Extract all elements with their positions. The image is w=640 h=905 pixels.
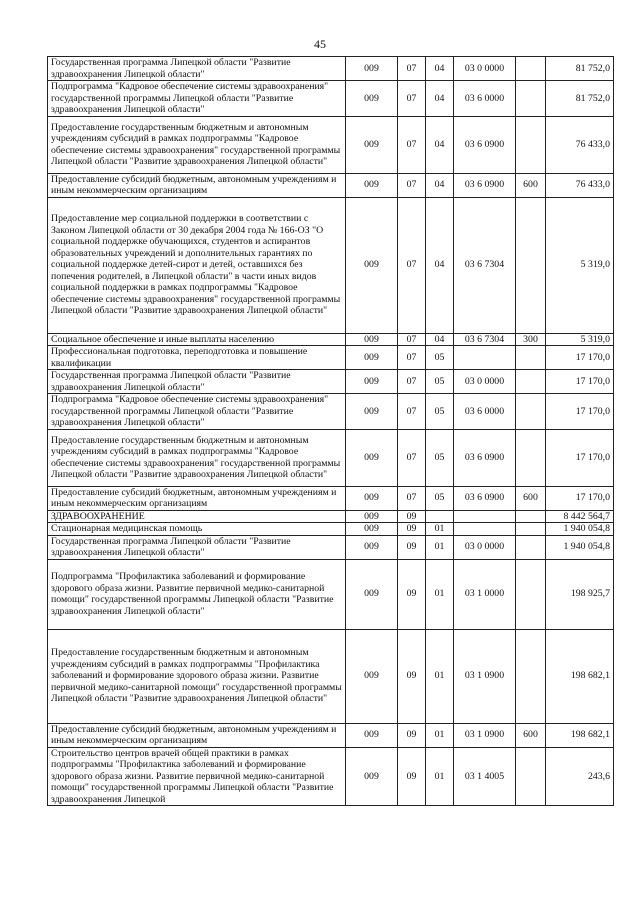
row-subsection-cell: 04 [426,116,454,173]
row-target-cell: 03 1 4005 [454,747,516,806]
table-row [48,429,614,486]
row-kind-cell [516,370,546,394]
budget-table-body [48,57,614,806]
row-section-cell: 09 [398,723,426,747]
row-subsection-cell: 05 [426,429,454,486]
row-kind-cell [516,559,546,629]
row-amount-cell: 198 925,7 [546,559,614,629]
row-section-cell: 07 [398,370,426,394]
row-subsection-cell: 01 [426,535,454,559]
row-target-cell: 03 0 0000 [454,57,516,81]
row-amount-cell: 17 170,0 [546,394,614,430]
row-name-cell: Подпрограмма "Кадровое обеспечение системы здравоохранения" государственной программы Липецкой области "Развитие здравоохранения Липецкой области" [48,394,346,430]
row-target-cell: 03 6 7304 [454,333,516,346]
row-name-cell: Государственная программа Липецкой области "Развитие здравоохранения Липецкой области" [48,57,346,81]
row-subsection-cell: 04 [426,81,454,117]
row-section-cell: 07 [398,81,426,117]
row-code-cell: 009 [346,559,398,629]
row-amount-cell: 8 442 564,7 [546,510,614,523]
row-name-cell: Подпрограмма "Профилактика заболеваний и формирование здорового образа жизни. Развитие первичной медико-санитарной помощи" государственной программы Липецкой области "Развитие здравоохранения Липецкой области" [48,559,346,629]
row-subsection-cell: 05 [426,370,454,394]
row-subsection-cell: 01 [426,747,454,806]
row-amount-cell: 76 433,0 [546,173,614,197]
row-subsection-cell: 01 [426,559,454,629]
table-row [48,346,614,370]
row-amount-cell: 1 940 054,8 [546,523,614,536]
row-section-cell: 07 [398,346,426,370]
row-subsection-cell: 04 [426,173,454,197]
row-subsection-cell: 04 [426,197,454,333]
table-row [48,370,614,394]
row-section-cell: 07 [398,57,426,81]
table-row [48,747,614,806]
row-target-cell: 03 1 0000 [454,559,516,629]
row-name-cell: Предоставление субсидий бюджетным, автономным учреждениям и иным некоммерческим организациям [48,486,346,510]
row-section-cell: 07 [398,173,426,197]
row-amount-cell: 81 752,0 [546,57,614,81]
row-amount-cell: 243,6 [546,747,614,806]
row-kind-cell [516,523,546,536]
row-subsection-cell: 01 [426,629,454,723]
row-target-cell: 03 6 0900 [454,429,516,486]
table-row [48,523,614,536]
row-amount-cell: 81 752,0 [546,81,614,117]
row-target-cell: 03 0 0000 [454,370,516,394]
row-subsection-cell: 01 [426,723,454,747]
row-kind-cell [516,81,546,117]
table-row [48,559,614,629]
row-code-cell: 009 [346,370,398,394]
row-kind-cell [516,429,546,486]
row-code-cell: 009 [346,173,398,197]
row-kind-cell [516,346,546,370]
row-kind-cell: 600 [516,173,546,197]
row-code-cell: 009 [346,510,398,523]
row-target-cell [454,510,516,523]
row-target-cell: 03 6 0000 [454,394,516,430]
row-section-cell: 09 [398,535,426,559]
row-amount-cell: 76 433,0 [546,116,614,173]
page-number: 45 [314,37,326,51]
row-name-cell: Предоставление государственным бюджетным и автономным учреждениям субсидий в рамках подпрограммы "Кадровое обеспечение системы здравоохранения" государственной программы Липецкой области "Развитие здравоохранения Липецкой области" [48,116,346,173]
budget-table [47,56,614,806]
row-name-cell: Предоставление государственным бюджетным и автономным учреждениям субсидий в рамках подпрограммы "Профилактика заболеваний и формирование здорового образа жизни. Развитие первичной медико-санитарной помощи" государственной программы Липецкой области "Развитие здравоохранения Липецкой области" [48,629,346,723]
table-row [48,486,614,510]
row-target-cell: 03 6 0900 [454,486,516,510]
row-code-cell: 009 [346,57,398,81]
row-section-cell: 07 [398,429,426,486]
table-row [48,535,614,559]
row-amount-cell: 17 170,0 [546,429,614,486]
row-name-cell: Государственная программа Липецкой области "Развитие здравоохранения Липецкой области" [48,535,346,559]
table-row [48,510,614,523]
row-target-cell [454,523,516,536]
row-section-cell: 09 [398,523,426,536]
table-row [48,333,614,346]
row-target-cell: 03 6 0900 [454,116,516,173]
row-section-cell: 07 [398,394,426,430]
row-name-cell: Строительство центров врачей общей практики в рамках подпрограммы "Профилактика заболеваний и формирование здорового образа жизни. Развитие первичной медико-санитарной помощи" государственной программы Липецкой области "Развитие здравоохранения Липецкой [48,747,346,806]
row-amount-cell: 17 170,0 [546,486,614,510]
row-code-cell: 009 [346,81,398,117]
row-code-cell: 009 [346,629,398,723]
row-name-cell: Предоставление субсидий бюджетным, автономным учреждениям и иным некоммерческим организациям [48,173,346,197]
row-subsection-cell: 04 [426,333,454,346]
row-name-cell: Предоставление мер социальной поддержки в соответствии с Законом Липецкой области от 30 декабря 2004 года № 166-ОЗ "О социальной поддержке обучающихся, студентов и аспирантов образовательных учреждений и дополнительных гарантиях по социальной поддержке детей-сирот и детей, оставшихся без попечения родителей, в Липецкой области" в части иных видов социальной поддержки в рамках подпрограммы "Кадровое обеспечение системы здравоохранения" государственной программы Липецкой области "Развитие здравоохранения Липецкой области" [48,197,346,333]
row-kind-cell: 600 [516,723,546,747]
row-section-cell: 09 [398,510,426,523]
row-target-cell: 03 0 0000 [454,535,516,559]
row-code-cell: 009 [346,116,398,173]
table-row [48,116,614,173]
table-row [48,57,614,81]
row-amount-cell: 17 170,0 [546,370,614,394]
row-amount-cell: 1 940 054,8 [546,535,614,559]
row-name-cell: Профессиональная подготовка, переподготовка и повышение квалификации [48,346,346,370]
row-target-cell: 03 6 0000 [454,81,516,117]
row-code-cell: 009 [346,535,398,559]
table-row [48,723,614,747]
row-code-cell: 009 [346,197,398,333]
row-target-cell [454,346,516,370]
row-kind-cell: 300 [516,333,546,346]
row-kind-cell [516,629,546,723]
row-name-cell: Предоставление государственным бюджетным и автономным учреждениям субсидий в рамках подпрограммы "Кадровое обеспечение системы здравоохранения" государственной программы Липецкой области "Развитие здравоохранения Липецкой области" [48,429,346,486]
row-kind-cell [516,57,546,81]
row-subsection-cell: 01 [426,523,454,536]
table-row [48,394,614,430]
row-code-cell: 009 [346,486,398,510]
row-target-cell: 03 1 0900 [454,723,516,747]
row-target-cell: 03 6 0900 [454,173,516,197]
row-kind-cell [516,747,546,806]
row-name-cell: Государственная программа Липецкой области "Развитие здравоохранения Липецкой области" [48,370,346,394]
row-name-cell: Стационарная медицинская помощь [48,523,346,536]
row-code-cell: 009 [346,429,398,486]
row-amount-cell: 198 682,1 [546,629,614,723]
row-section-cell: 09 [398,747,426,806]
row-target-cell: 03 6 7304 [454,197,516,333]
row-amount-cell: 17 170,0 [546,346,614,370]
row-section-cell: 09 [398,629,426,723]
row-subsection-cell: 05 [426,486,454,510]
row-subsection-cell: 05 [426,394,454,430]
row-amount-cell: 5 319,0 [546,333,614,346]
row-kind-cell [516,116,546,173]
row-target-cell: 03 1 0900 [454,629,516,723]
row-section-cell: 07 [398,197,426,333]
row-subsection-cell: 05 [426,346,454,370]
row-amount-cell: 5 319,0 [546,197,614,333]
row-code-cell: 009 [346,747,398,806]
row-name-cell: Предоставление субсидий бюджетным, автономным учреждениям и иным некоммерческим организациям [48,723,346,747]
row-kind-cell [516,510,546,523]
row-name-cell: ЗДРАВООХРАНЕНИЕ [48,510,346,523]
row-code-cell: 009 [346,523,398,536]
row-subsection-cell [426,510,454,523]
row-section-cell: 09 [398,559,426,629]
row-code-cell: 009 [346,394,398,430]
row-section-cell: 07 [398,116,426,173]
table-row [48,81,614,117]
row-code-cell: 009 [346,346,398,370]
table-row [48,173,614,197]
row-code-cell: 009 [346,333,398,346]
row-kind-cell: 600 [516,486,546,510]
row-kind-cell [516,197,546,333]
row-kind-cell [516,535,546,559]
row-subsection-cell: 04 [426,57,454,81]
row-section-cell: 07 [398,486,426,510]
table-row [48,629,614,723]
row-section-cell: 07 [398,333,426,346]
row-code-cell: 009 [346,723,398,747]
row-name-cell: Подпрограмма "Кадровое обеспечение системы здравоохранения" государственной программы Липецкой области "Развитие здравоохранения Липецкой области" [48,81,346,117]
row-amount-cell: 198 682,1 [546,723,614,747]
table-row [48,197,614,333]
row-name-cell: Социальное обеспечение и иные выплаты населению [48,333,346,346]
row-kind-cell [516,394,546,430]
